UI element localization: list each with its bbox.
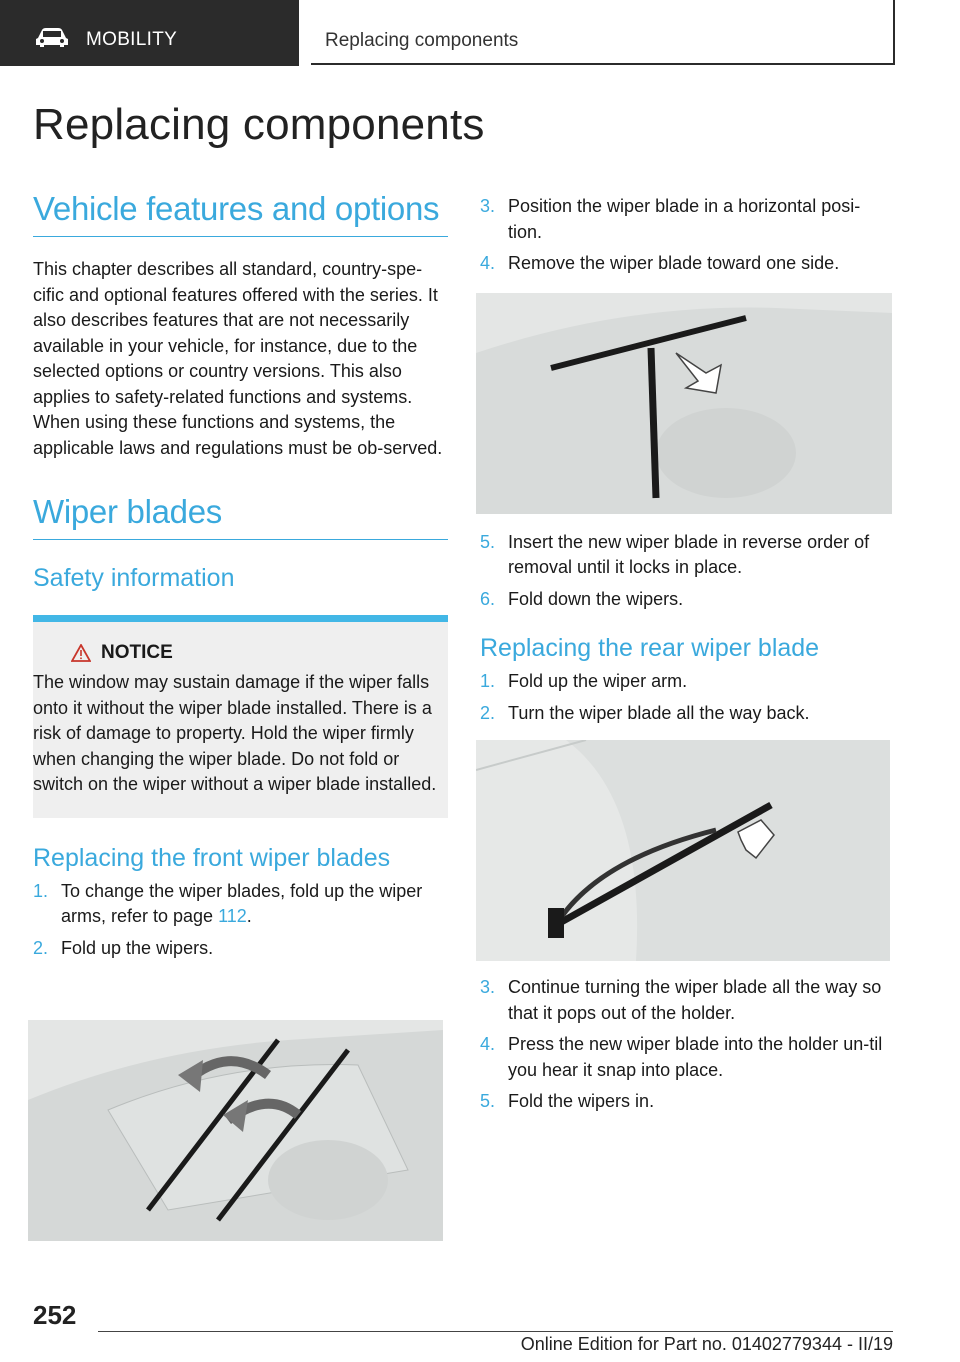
step-text: Fold the wipers in. xyxy=(508,1091,655,1111)
list-item xyxy=(480,701,892,727)
wiper-blades-heading: Wiper blades xyxy=(33,493,448,540)
step-text: To change the wiper blades, fold up the wiper arms, refer to page xyxy=(61,880,423,926)
rear-wiper-heading: Replacing the rear wiper blade xyxy=(480,634,820,662)
step-number: 4. xyxy=(480,1034,496,1054)
front-steps xyxy=(33,879,448,962)
step-text: Position the wiper blade in a horizontal posi-tion. xyxy=(508,196,861,242)
list-item xyxy=(480,1089,892,1115)
list-item xyxy=(480,530,892,581)
step-number: 4. xyxy=(480,253,496,273)
step-text: Fold up the wiper arm. xyxy=(508,671,688,691)
front-wiper-heading: Replacing the front wiper blades xyxy=(33,843,391,872)
step-number: 2. xyxy=(33,937,49,958)
list-item xyxy=(33,879,448,930)
page-number: 252 xyxy=(33,1300,77,1330)
step-number: 1. xyxy=(480,671,496,691)
page-header xyxy=(0,0,960,66)
left-column xyxy=(33,190,448,967)
warning-triangle-icon xyxy=(71,644,91,662)
step-number: 3. xyxy=(480,196,496,216)
front-steps-continued xyxy=(480,194,892,277)
section-tab xyxy=(0,0,299,66)
step-text: Turn the wiper blade all the way back. xyxy=(508,702,810,723)
notice-box xyxy=(33,615,448,818)
step-number: 2. xyxy=(480,702,496,723)
footer-divider xyxy=(98,1331,893,1332)
rear-steps xyxy=(480,669,892,726)
right-column xyxy=(480,190,892,1121)
remove-blade-illustration xyxy=(476,293,892,514)
step-text: Fold down the wipers. xyxy=(508,588,684,609)
chapter-label: Replacing components xyxy=(325,30,519,51)
step-text: Fold up the wipers. xyxy=(61,937,214,958)
step-number: 6. xyxy=(480,588,496,609)
safety-information-heading: Safety information xyxy=(33,564,235,592)
rear-steps-end xyxy=(480,975,892,1115)
step-number: 5. xyxy=(480,531,496,552)
step-text: Remove the wiper blade toward one side. xyxy=(508,253,840,273)
front-steps-end xyxy=(480,530,892,613)
step-text: Continue turning the wiper blade all the way so that it pops out of the holder. xyxy=(508,977,882,1023)
step-text: Insert the new wiper blade in reverse order of removal until it locks in place. xyxy=(508,531,870,577)
list-item xyxy=(33,936,448,962)
vehicle-features-heading: Vehicle features and options xyxy=(33,190,448,237)
step-number: 3. xyxy=(480,977,496,997)
front-wipers-illustration xyxy=(28,1020,443,1241)
page-link[interactable]: 112 xyxy=(218,906,247,926)
list-item xyxy=(480,975,892,1026)
notice-text: The window may sustain damage if the wiper falls onto it without the wiper blade installed. There is a risk of damage to property. Hold the wiper firmly when changing the wiper blade. Do not fold or switch on the wiper without a wiper blade installed. xyxy=(33,672,437,794)
edition-text: Online Edition for Part no. 01402779344 - II/19 xyxy=(520,1334,893,1354)
list-item xyxy=(480,1032,892,1083)
notice-header xyxy=(33,642,438,664)
notice-label: NOTICE xyxy=(101,642,173,663)
section-label: MOBILITY xyxy=(86,29,178,50)
step-text: Press the new wiper blade into the holder un-til you hear it snap into place. xyxy=(508,1034,883,1080)
list-item xyxy=(480,587,892,613)
list-item xyxy=(480,251,892,277)
step-number: 5. xyxy=(480,1091,496,1111)
step-number: 1. xyxy=(33,880,49,901)
list-item xyxy=(480,669,892,695)
chapter-tab xyxy=(311,0,895,65)
vehicle-features-text: This chapter describes all standard, country-spe-cific and optional features offered with the series. It also describes features that are not necessarily available in your vehicle, for instance, due to the selected options or country versions. This also applies to safety-related functions and systems. When using these functions and systems, the applicable laws and regulations must be ob-served. xyxy=(33,259,443,458)
rear-wiper-illustration xyxy=(476,740,890,961)
list-item xyxy=(480,194,892,245)
page-title: Replacing components xyxy=(33,100,485,149)
step-text-end: . xyxy=(246,906,252,926)
car-icon xyxy=(34,26,70,48)
